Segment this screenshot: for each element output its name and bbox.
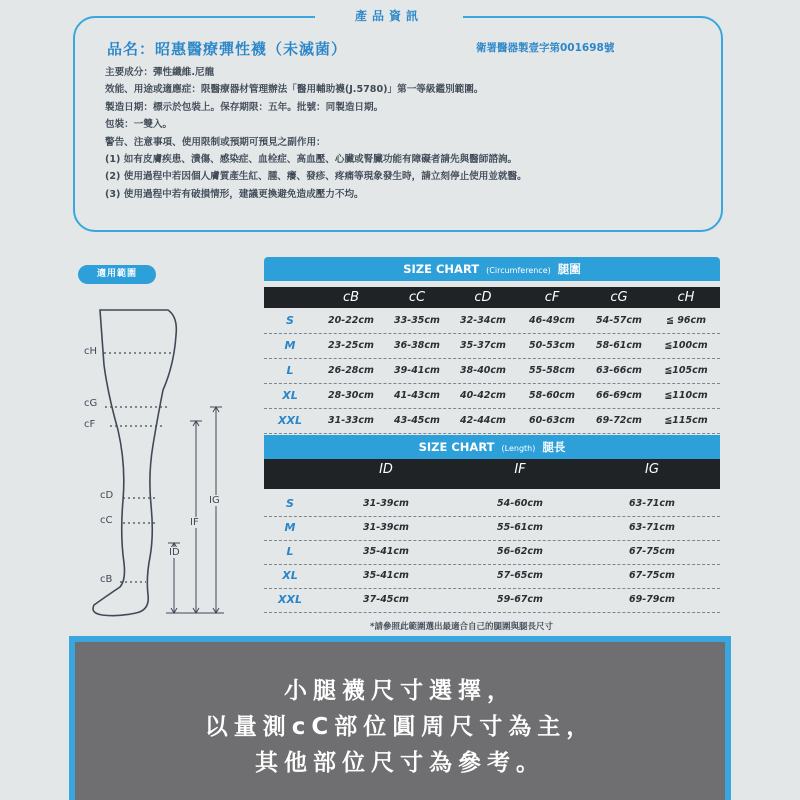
product-details — [105, 64, 705, 203]
table-cell: 31-33cm — [328, 415, 374, 426]
chart-title-cn: 腿圍 — [557, 262, 581, 276]
chart-note: *請參照此範圍選出最適合自己的腿圍與腿長尺寸 — [370, 622, 553, 632]
table-row — [264, 564, 720, 589]
table-cell: 28-30cm — [328, 390, 374, 401]
detail-line: 包裝：一雙入。 — [105, 119, 173, 131]
table-cell: 54-57cm — [596, 315, 642, 326]
size-label: M — [284, 521, 296, 534]
product-name: 品名：昭惠醫療彈性襪（未滅菌） — [107, 40, 348, 58]
warning-line: (1) 如有皮膚疾患、潰傷、感染症、血栓症、高血壓、心臟或腎臟功能有障礙者請先與醫師諮詢。 — [105, 154, 518, 166]
label-cH: cH — [84, 346, 98, 357]
label-cC: cC — [100, 515, 113, 526]
table-cell: ≦100cm — [664, 340, 708, 351]
table-cell: 50-53cm — [529, 340, 575, 351]
size-label: S — [286, 314, 294, 327]
table-row — [264, 308, 720, 334]
table-cell: 39-41cm — [394, 365, 440, 376]
table-cell: 66-69cm — [596, 390, 642, 401]
chart-title: SIZE CHART — [418, 440, 495, 454]
license-number: 衛署醫器製壹字第001698號 — [476, 42, 615, 54]
banner-panel — [75, 642, 725, 800]
detail-line: 警告、注意事項、使用限制或預期可預見之副作用： — [105, 136, 326, 148]
table-cell: 57-65cm — [497, 570, 543, 581]
size-label: XL — [282, 389, 298, 402]
instruction-banner — [69, 636, 731, 800]
table-cell: 59-67cm — [497, 594, 543, 605]
column-header: IG — [645, 462, 659, 477]
length-column-header — [264, 459, 720, 480]
table-cell: 20-22cm — [328, 315, 374, 326]
detail-line: 主要成分：彈性纖維.尼龍 — [105, 67, 215, 78]
table-cell: 58-60cm — [529, 390, 575, 401]
table-cell: 41-43cm — [394, 390, 440, 401]
column-header: ID — [379, 462, 393, 477]
table-cell: 31-39cm — [363, 522, 409, 533]
size-label: S — [286, 497, 294, 510]
warning-line: (2) 使用過程中若因個人膚質產生紅、腫、癢、發疹、疼痛等現象發生時，請立刻停止使用並就醫。 — [105, 171, 527, 183]
table-row — [264, 540, 720, 565]
detail-line: 效能、用途或適應症：限醫療器材管理辦法「醫用輔助襪(J.5780)」第一等級鑑別範圍。 — [105, 84, 484, 96]
table-cell: ≦105cm — [664, 365, 708, 376]
banner-line: 小腿襪尺寸選擇， — [284, 678, 516, 704]
size-label: L — [286, 545, 294, 558]
column-header: cG — [610, 290, 628, 305]
table-cell: 58-61cm — [596, 340, 642, 351]
table-cell: 56-62cm — [497, 546, 543, 557]
table-cell: 43-45cm — [394, 415, 440, 426]
banner-line: 以量測cC部位圓周尺寸為主， — [204, 714, 596, 740]
table-cell: 55-61cm — [497, 522, 543, 533]
label-IG: IG — [209, 495, 220, 506]
column-header: cF — [544, 290, 560, 305]
size-label: XL — [282, 569, 298, 582]
table-row — [264, 408, 720, 434]
column-header: cC — [408, 290, 426, 305]
table-cell: 42-44cm — [460, 415, 506, 426]
table-cell: 60-63cm — [529, 415, 575, 426]
table-row — [264, 492, 720, 517]
warning-line: (3) 使用過程中若有破損情形，建議更換避免造成壓力不均。 — [105, 188, 364, 200]
table-cell: 69-79cm — [629, 594, 675, 605]
table-cell: 31-39cm — [363, 498, 409, 509]
column-header: IF — [514, 462, 526, 477]
label-ID: ID — [169, 547, 180, 558]
label-cG: cG — [84, 398, 98, 409]
table-cell: 69-72cm — [596, 415, 642, 426]
size-label: XXL — [278, 414, 302, 427]
table-row — [264, 588, 720, 613]
column-header: cB — [342, 290, 360, 305]
table-cell: 63-66cm — [596, 365, 642, 376]
table-cell: ≦ 96cm — [665, 315, 707, 326]
table-cell: 26-28cm — [328, 365, 374, 376]
table-cell: 37-45cm — [363, 594, 409, 605]
table-row — [264, 516, 720, 541]
chart-title-cn: 腿長 — [542, 440, 566, 454]
banner-line: 其他部位尺寸為參考。 — [255, 750, 545, 776]
table-cell: 32-34cm — [460, 315, 506, 326]
table-cell: 33-35cm — [394, 315, 440, 326]
table-cell: 63-71cm — [629, 498, 675, 509]
leg-measurement-diagram — [78, 295, 268, 635]
chart-subtitle: (Circumference) — [486, 266, 551, 275]
table-cell: 63-71cm — [629, 522, 675, 533]
circumference-chart-header — [264, 257, 720, 281]
table-cell: 36-38cm — [394, 340, 440, 351]
detail-line: 製造日期：標示於包裝上。保存期限：五年。批號：同製造日期。 — [105, 101, 384, 113]
section-title: 產品資訊 — [315, 7, 463, 25]
table-cell: 35-37cm — [460, 340, 506, 351]
table-cell: 67-75cm — [629, 546, 675, 557]
label-cD: cD — [100, 490, 114, 501]
table-cell: ≦115cm — [664, 415, 708, 426]
label-cF: cF — [84, 419, 96, 430]
label-IF: IF — [190, 517, 199, 528]
chart-title: SIZE CHART — [403, 262, 480, 276]
table-cell: ≦110cm — [664, 390, 708, 401]
size-label: M — [284, 339, 296, 352]
table-cell: 54-60cm — [497, 498, 543, 509]
length-chart-header — [264, 435, 720, 459]
table-cell: 35-41cm — [363, 546, 409, 557]
table-cell: 35-41cm — [363, 570, 409, 581]
table-cell: 38-40cm — [460, 365, 506, 376]
chart-subtitle: (Length) — [501, 444, 536, 453]
size-label: XXL — [278, 593, 302, 606]
table-row — [264, 333, 720, 359]
size-chart-area — [264, 256, 720, 612]
table-cell: 67-75cm — [629, 570, 675, 581]
table-cell: 40-42cm — [460, 390, 506, 401]
column-header: cH — [677, 290, 695, 305]
circumference-column-header — [264, 287, 720, 308]
table-row — [264, 383, 720, 409]
column-header: cD — [474, 290, 492, 305]
table-cell: 46-49cm — [529, 315, 575, 326]
header-divider — [264, 480, 720, 489]
size-label: L — [286, 364, 294, 377]
usage-badge: 適用範圍 — [78, 265, 156, 284]
table-row — [264, 358, 720, 384]
table-cell: 23-25cm — [328, 340, 374, 351]
table-cell: 55-58cm — [529, 365, 575, 376]
label-cB: cB — [100, 574, 113, 585]
